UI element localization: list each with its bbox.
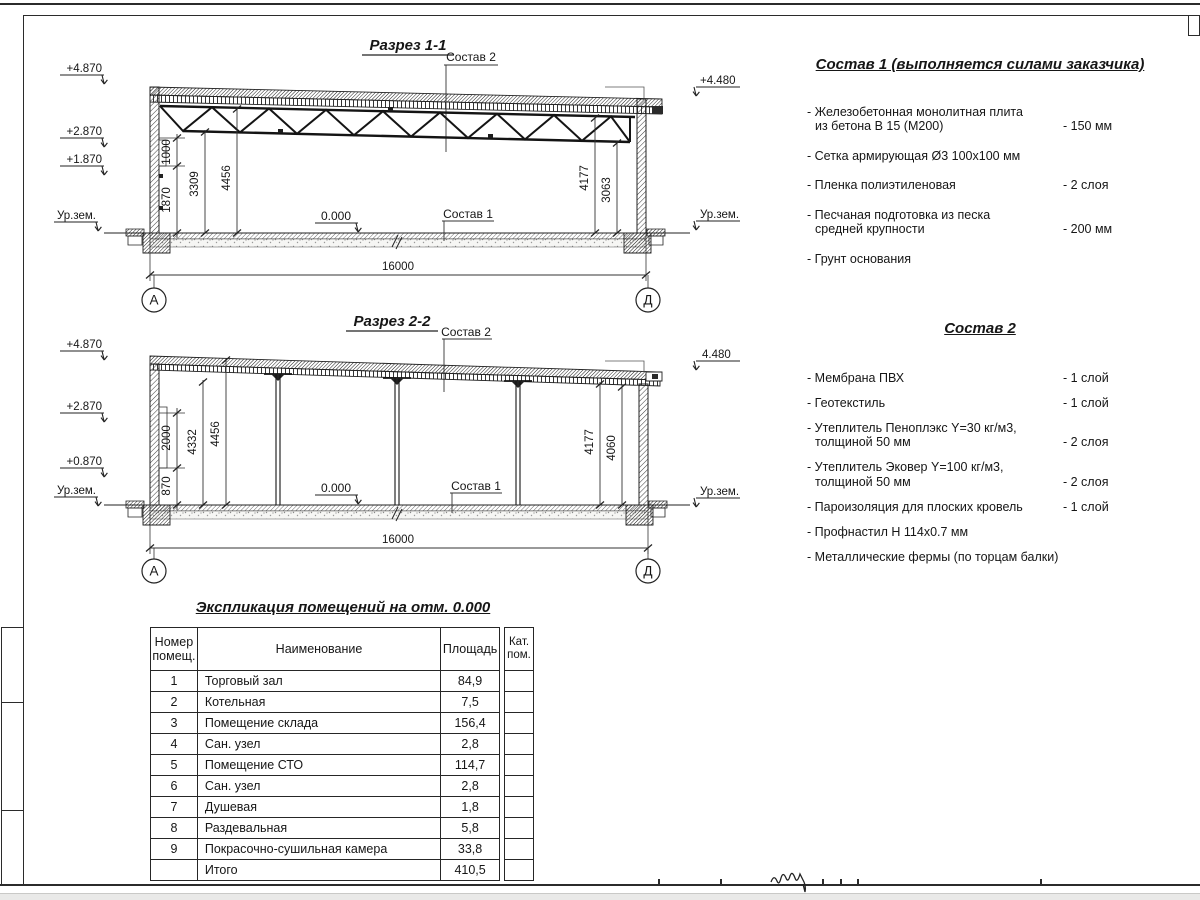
svg-text:Ур.зем.: Ур.зем. [700,209,740,221]
svg-text:4.480: 4.480 [702,349,731,361]
svg-text:0.000: 0.000 [320,209,352,223]
dim-4177-2: 4177 [584,429,596,455]
svg-text:Состав 2: Состав 2 [446,50,496,64]
svg-text:+2.870: +2.870 [66,126,102,138]
scan-edge-strip [0,893,1200,900]
svg-text:Д: Д [643,563,653,579]
list-item: - Металлические фермы (по торцам балки) [807,549,1059,564]
room-schedule-title: Экспликация помещений на отм. 0.000 [195,599,491,616]
section2-axis-a [142,548,166,583]
dim-2000: 2000 [161,425,173,451]
table-row: 9 Покрасочно-сушильная камера 33,8 [151,839,500,860]
dim-4456-2: 4456 [210,421,222,447]
section1-axis-d [636,275,660,312]
stamp-divider-tick [857,879,859,884]
table-row: 8 Раздевальная 5,8 [151,818,500,839]
svg-text:Состав 1: Состав 1 [443,207,493,221]
dim-3063: 3063 [601,177,613,203]
section1-floor [104,229,690,253]
section2-left-wall [150,364,159,505]
margin-box-divider-2 [1,702,23,703]
margin-box-divider-3 [1,810,23,811]
sostav2-title: Состав 2 [944,320,1016,337]
dim-1870: 1870 [161,187,173,213]
list-item: - Грунт основания [807,251,912,266]
section1-left-wall [150,87,159,233]
item-value: - 1 слой [1063,395,1109,410]
roof-edge-bracket [652,106,663,114]
table-row-total: Итого 410,5 [151,860,500,881]
sostav2-items [799,371,1161,565]
svg-text:+4.480: +4.480 [700,75,736,87]
table-row: 1 Торговый зал 84,9 [151,671,500,692]
column-header-area: Площадь [441,628,500,671]
room-schedule [150,599,536,881]
svg-text:+2.870: +2.870 [66,401,102,413]
stamp-divider-tick [840,879,842,884]
margin-box-left-edge [1,627,2,885]
section2-axis-d [636,548,660,583]
stamp-divider-tick [720,879,722,884]
table-row [505,755,534,776]
room-schedule-table [150,627,500,881]
svg-text:Состав 1: Состав 1 [451,479,501,493]
item-value: - 1 слой [1063,370,1109,385]
frame-bottom-line [0,884,1200,886]
table-row [505,818,534,839]
svg-text:+1.870: +1.870 [66,154,102,166]
dim-4332: 4332 [187,429,199,455]
section1-elevation-marks-right [693,75,740,230]
list-item: - Песчаная подготовка из песка средней крупности - 200 мм [799,208,1161,237]
svg-text:0.000: 0.000 [320,481,352,495]
section2-title: Разрез 2-2 [353,313,431,330]
column-header-cat: Кат. пом. [505,628,534,671]
section1-zero-mark [315,209,361,232]
table-row [505,839,534,860]
item-value: - 1 слой [1063,499,1109,514]
section1-axis-a [142,275,166,312]
item-value: - 2 слоя [1063,435,1109,449]
table-row [505,734,534,755]
margin-box-divider-1 [1,627,23,628]
signature-scribble [768,862,822,894]
item-value: - 150 мм [1063,119,1113,133]
list-item: - Мембрана ПВХ - 1 слой [799,371,1161,386]
dim-16000-2: 16000 [382,534,414,546]
section-1-1-drawing [40,28,800,318]
section1-elevation-marks-left [54,63,107,231]
stamp-divider-tick [658,879,660,884]
list-item: - Пленка полиэтиленовая - 2 слоя [799,178,1161,193]
frame-top-line [23,15,1200,16]
table-row [505,692,534,713]
dim-4060: 4060 [606,435,618,461]
room-category-column [504,627,534,881]
column-header-name: Наименование [197,628,440,671]
section1-right-wall [637,99,646,233]
sostav1-block [799,58,1161,281]
table-row: 4 Сан. узел 2,8 [151,734,500,755]
item-value: - 2 слоя [1063,474,1109,489]
dim-4177: 4177 [579,165,591,191]
item-value: - 200 мм [1063,222,1113,236]
section1-roof [150,87,663,114]
stamp-divider-tick [1040,879,1042,884]
sheet-top-outer-line [0,3,1200,5]
list-item: - Утеплитель Эковер Y=100 кг/м3, толщиной 50 мм - 2 слоя [799,460,1161,489]
list-item: - Железобетонная монолитная плита из бетона В 15 (М200) - 150 мм [799,105,1161,134]
svg-text:Ур.зем.: Ур.зем. [56,485,96,497]
table-row: 6 Сан. узел 2,8 [151,776,500,797]
section-2-2-drawing [40,308,800,592]
dim-870: 870 [161,476,173,496]
list-item: - Пароизоляция для плоских кровель - 1 слой [799,500,1161,515]
svg-text:Ур.зем.: Ур.зем. [700,486,740,498]
svg-text:Д: Д [643,292,653,308]
svg-text:+4.870: +4.870 [66,63,102,75]
stamp-divider-tick [822,879,824,884]
svg-text:Состав 2: Состав 2 [441,325,491,339]
section2-elevation-marks-right [693,349,740,507]
section2-zero-mark [315,481,361,504]
dim-1000: 1000 [161,139,173,165]
sostav1-items [799,105,1161,267]
table-row: 5 Помещение СТО 114,7 [151,755,500,776]
section2-floor [104,501,690,525]
sostav1-title: Состав 1 (выполняется силами заказчика) [815,56,1145,73]
table-row [505,860,534,881]
table-row [505,713,534,734]
section2-right-wall [639,384,648,505]
svg-text:+4.870: +4.870 [66,339,102,351]
table-row [505,797,534,818]
table-row: 3 Помещение склада 156,4 [151,713,500,734]
section2-roof [150,356,662,386]
section2-sostav2-callout [441,325,492,392]
dim-16000: 16000 [382,261,414,273]
table-row [505,776,534,797]
table-row [505,671,534,692]
section1-title: Разрез 1-1 [369,37,447,54]
dim-3309: 3309 [189,171,201,197]
sostav2-block [799,322,1161,575]
svg-text:А: А [149,563,159,579]
list-item: - Профнастил Н 114х0.7 мм [807,524,969,539]
frame-left-line [23,15,24,885]
svg-text:Ур.зем.: Ур.зем. [56,210,96,222]
column-header-num: Номер помещ. [151,628,198,671]
dim-4456: 4456 [221,165,233,191]
frame-corner-box [1188,15,1200,36]
list-item: - Утеплитель Пеноплэкс Y=30 кг/м3, толщиной 50 мм - 2 слоя [799,421,1161,450]
svg-text:+0.870: +0.870 [66,456,102,468]
list-item: - Сетка армирующая Ø3 100х100 мм [807,148,1021,163]
table-row: 7 Душевая 1,8 [151,797,500,818]
list-item: - Геотекстиль - 1 слой [799,396,1161,411]
item-value: - 2 слоя [1063,178,1109,192]
table-row: 2 Котельная 7,5 [151,692,500,713]
svg-text:А: А [149,292,159,308]
section2-elevation-marks-left [54,339,107,506]
